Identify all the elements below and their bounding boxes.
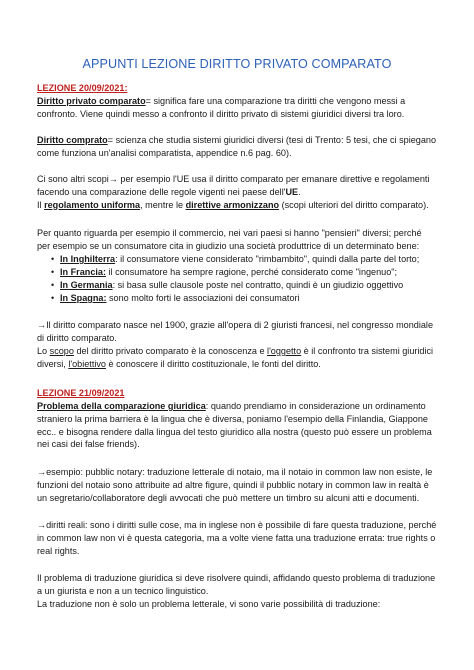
list-item: • In Spagna: sono molto forti le associazioni dei consumatori	[51, 293, 300, 303]
paragraph-scopo: Lo scopo del diritto privato comparato è la conoscenza e l'oggetto è il confronto tra sistemi giuridici diversi, l'obiettivo è conoscere il diritto costituzionale, le fonti del diritto.	[37, 346, 434, 369]
paragraph-esempio-notary: →esempio: pubblic notary: traduzione letterale di notaio, ma il notaio in common law non esiste, le funzioni del notaio sono attribuite ad altre figure, quindi il pubblic notary in common law in realtà è un segretario/collaboratore degli avvocati che può mettere un timbro su alcuni atti e documenti.	[37, 467, 433, 503]
term-diritto-privato-comparato: Diritto privato comparato	[37, 96, 146, 106]
bullet-icon: •	[51, 293, 55, 303]
paragraph-problema: Problema della comparazione giuridica: quando prendiamo in considerazione un ordinamento straniero la prima barriera è la lingua che è diversa, poniamo l'esempio della Finlandia, Giappone ecc.. e bisogna rendere dalla lingua del testo giuridico alla nostra (questo può essere un problema nei casi dei false friends).	[37, 401, 432, 450]
paragraph-definition-2: Diritto comprato= scienza che studia sistemi giuridici diversi (tesi di Trento: 5 tesi, che ci spiegano come funziona un'analisi comparatista, appendice n.6 pag. 60).	[37, 135, 437, 158]
section-heading-2	[37, 387, 437, 400]
bullet-icon: •	[51, 280, 55, 290]
arrow-icon: →	[37, 320, 47, 330]
arrow-icon: →	[37, 467, 47, 477]
paragraph-scopi: Ci sono altri scopi→ per esempio l'UE usa il diritto comparato per emanare direttive e regolamenti facendo una comparazione delle regole vigenti nei paese dell'UE. Il regolamento uniforma, mentre le direttive armonizzano (scopi ulteriori del diritto comparato).	[37, 174, 430, 210]
paragraph-traduzione: Il problema di traduzione giuridica si deve risolvere quindi, affidando questo problema di traduzione a un giurista e non a un tecnico linguistico. La traduzione non è solo un problema letterale, vi sono varie possibilità di traduzione:	[37, 573, 436, 609]
list-item: • In Germania: si basa sulle clausole poste nel contratto, quindi è un giudizio oggettivo	[51, 280, 404, 290]
term-problema-comparazione: Problema della comparazione giuridica	[37, 401, 206, 411]
paragraph-definition-1: Diritto privato comparato= significa fare una comparazione tra diritti che vengono messi a confronto. Viene quindi messo a confronto il diritto privato di sistemi giuridici diversi tra loro.	[37, 96, 406, 119]
lesson-date-heading: LEZIONE 20/09/2021:	[37, 83, 128, 93]
lesson-date-heading: LEZIONE 21/09/2021	[37, 388, 125, 398]
arrow-icon: →	[108, 174, 118, 184]
term-diritto-comprato: Diritto comprato	[37, 135, 108, 145]
paragraph-diritti-reali: →diritti reali: sono i diritti sulle cose, ma in inglese non è possibile di fare questa traduzione, perché in common law non vi è questa categoria, ma a volte viene fatta una traduzione errata: true rights o real rights.	[37, 520, 437, 556]
bullet-icon: •	[51, 254, 55, 264]
section-heading-1	[37, 82, 437, 95]
paragraph-commercio: Per quanto riguarda per esempio il commercio, nei vari paesi si hanno "pensieri" diversi; perché per esempio se un consumatore cita in giudizio una società produttrice di un determinato bene:	[37, 228, 422, 251]
list-item: • In Francia: il consumatore ha sempre ragione, perché considerato come "ingenuo";	[51, 267, 398, 277]
list-item: • In Inghilterra: il consumatore viene considerato "rimbambito", quindi dalla parte del torto;	[51, 254, 420, 264]
bullet-icon: •	[51, 267, 55, 277]
document-title: APPUNTI LEZIONE DIRITTO PRIVATO COMPARATO	[82, 57, 392, 71]
paragraph-nascita: →Il diritto comparato nasce nel 1900, grazie all'opera di 2 giuristi francesi, nel congresso mondiale di diritto comparato.	[37, 320, 434, 343]
arrow-icon: →	[37, 520, 47, 530]
